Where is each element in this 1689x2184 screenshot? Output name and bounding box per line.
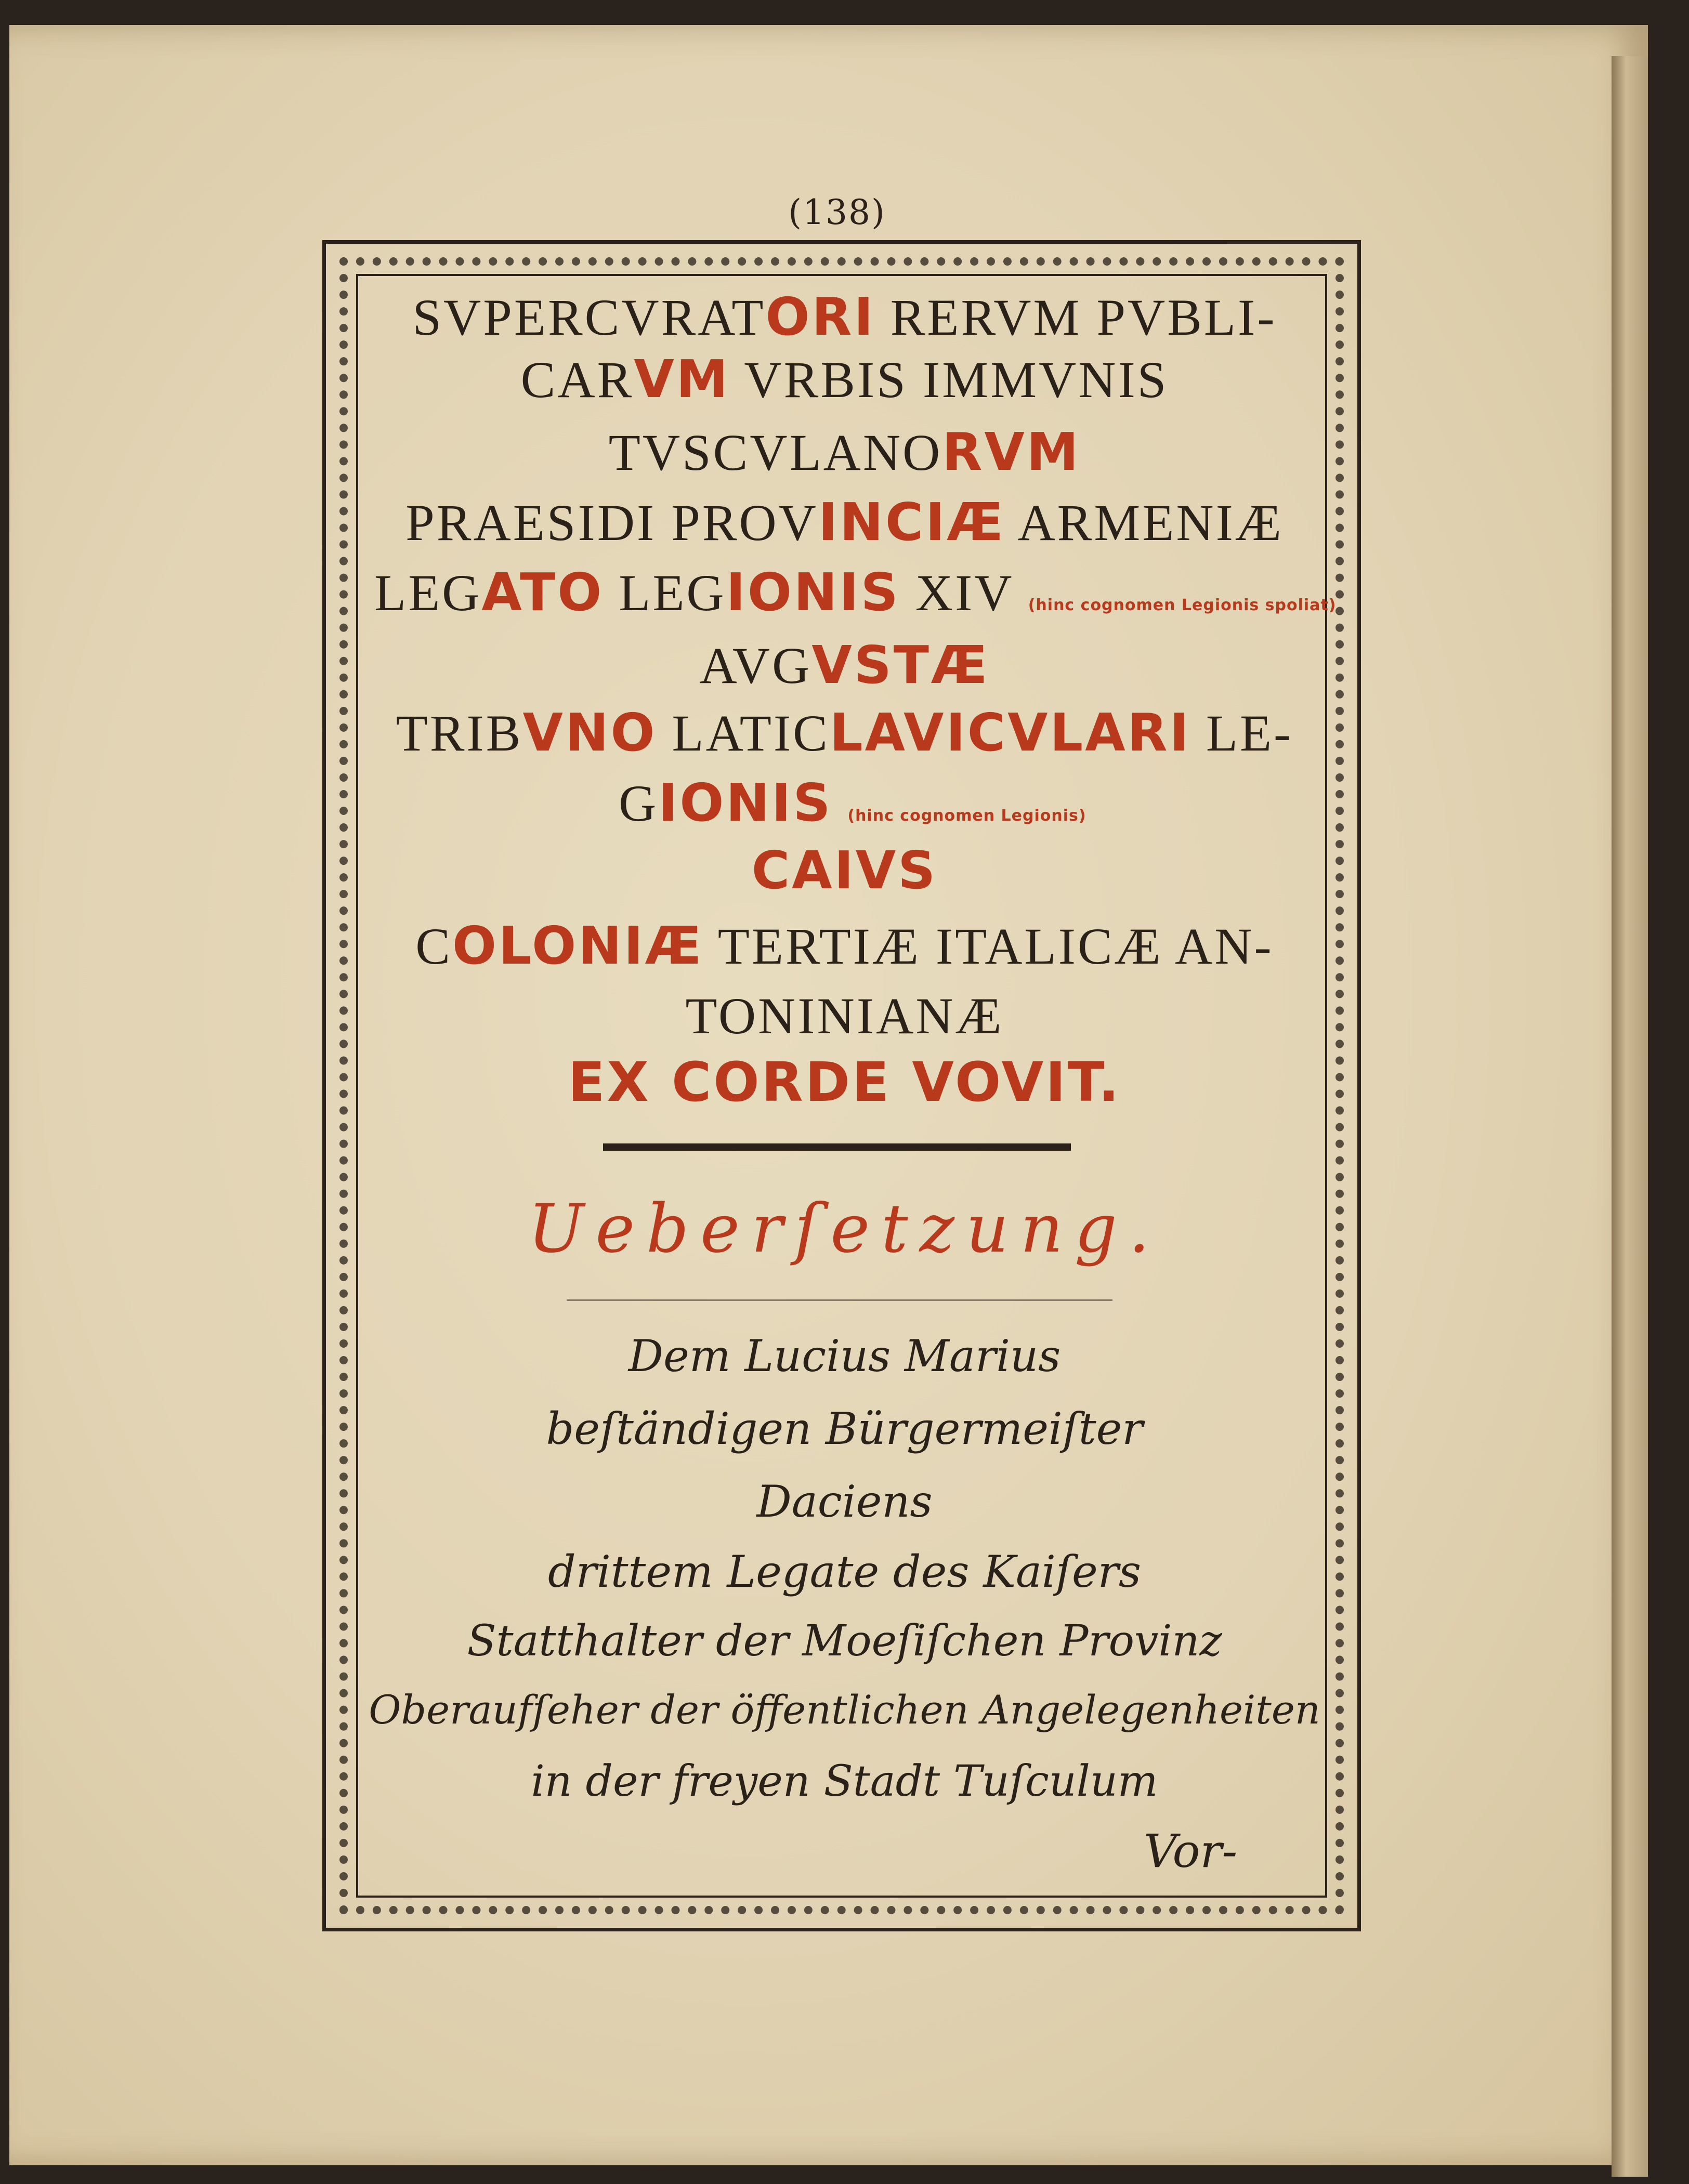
translation-line-5: Statthalter der Moeſiſchen Provinz <box>467 1616 1222 1666</box>
inscription-line-6: AVGVSTÆ <box>699 635 990 695</box>
translation-line-3: Daciens <box>756 1476 933 1527</box>
translation-heading: Ueberſetzung. <box>528 1190 1161 1268</box>
inscription-line-10: COLONIÆ TERTIÆ ITALICÆ AN- <box>415 915 1274 976</box>
inscription-line-11: TONINIANÆ <box>685 987 1004 1045</box>
page-number: (138) <box>788 192 886 232</box>
inscription-line-1: SVPERCVRATORI RERVM PVBLI- <box>412 286 1277 347</box>
marginal-note: (hinc cognomen Legionis spoliat) <box>1028 596 1337 614</box>
translation-line-4: drittem Legate des Kaiſers <box>548 1546 1141 1597</box>
inscription-line-3: TVSCVLANORVM <box>608 422 1081 482</box>
catchword: Vor- <box>1144 1824 1238 1878</box>
translation-line-7: in der freyen Stadt Tuſculum <box>531 1757 1158 1806</box>
translation-line-6: Oberaufſeher der öffentlichen Angelegenheiten <box>369 1687 1320 1733</box>
scan-background <box>0 0 1689 25</box>
inscription-line-4: PRAESIDI PROVINCIÆ ARMENIÆ <box>405 492 1284 552</box>
inscription-line-5: LEGATO LEGIONIS XIV (hinc cognomen Legionis spoliat) <box>374 562 1337 623</box>
inscription-line-8: GIONIS (hinc cognomen Legionis) <box>619 772 1086 833</box>
inscription-line-7: TRIBVNO LATICLAVICVLARI LE- <box>396 702 1293 763</box>
translation-line-2: beſtändigen Bürgermeiſter <box>546 1403 1143 1454</box>
inscription-line-9: CAIVS <box>751 840 938 901</box>
section-divider <box>603 1143 1071 1151</box>
heading-underline <box>567 1299 1112 1301</box>
translation-line-1: Dem Lucius Marius <box>628 1331 1061 1382</box>
inscription-line-2: CARVM VRBIS IMMVNIS <box>520 349 1169 410</box>
inscription-line-12: EX CORDE VOVIT. <box>568 1050 1121 1114</box>
marginal-note: (hinc cognomen Legionis) <box>847 807 1086 825</box>
